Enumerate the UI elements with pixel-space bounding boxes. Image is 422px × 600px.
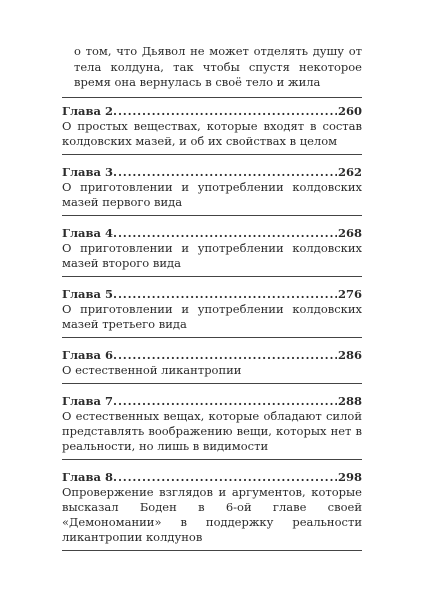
toc-entry-heading	[62, 470, 362, 485]
leader-dots	[118, 348, 337, 363]
toc-entry-chapter-2	[62, 97, 362, 155]
page-number: 298	[337, 469, 362, 484]
chapter-description: О простых веществах, которые входят в состав колдовских мазей, и об их свойствах в целом	[62, 118, 362, 148]
chapter-description: Опровержение взглядов и аргументов, которые высказал Боден в 6-ой главе своей «Демономании» в поддержку реальности ликантропии колдунов	[62, 484, 362, 544]
leader-dots	[118, 226, 337, 241]
toc-entry-heading	[62, 226, 362, 241]
chapter-description: О естественной ликантропии	[62, 362, 242, 377]
toc-entry-chapter-8	[62, 470, 362, 551]
chapter-label: Глава 5.	[62, 286, 117, 301]
leader-dots	[118, 104, 337, 119]
chapter-description: О приготовлении и употреблении колдовских мазей первого вида	[62, 179, 362, 209]
chapter-label: Глава 2.	[62, 103, 117, 118]
toc-entry-heading	[62, 394, 362, 409]
continuation-text: о том, что Дьявол не может отделять душу от тела колдуна, так чтобы спустя некоторое время она вернулась в своё тело и жила	[74, 44, 362, 89]
leader-dots	[118, 470, 337, 485]
chapter-label: Глава 3.	[62, 164, 117, 179]
toc-entry-chapter-6	[62, 348, 362, 384]
leader-dots	[118, 165, 337, 180]
page-number: 286	[337, 347, 362, 362]
chapter-label: Глава 6.	[62, 347, 117, 362]
leader-dots	[118, 394, 337, 409]
toc-entry-heading	[62, 165, 362, 180]
table-of-contents	[62, 44, 362, 551]
page-number: 262	[337, 164, 362, 179]
toc-entry-chapter-3	[62, 165, 362, 216]
toc-entry-chapter-4	[62, 226, 362, 277]
chapter-label: Глава 7.	[62, 393, 117, 408]
page-number: 268	[337, 225, 362, 240]
toc-entry-chapter-5	[62, 287, 362, 338]
leader-dots	[118, 287, 337, 302]
toc-entry-heading	[62, 348, 362, 363]
chapter-description: О приготовлении и употреблении колдовских мазей второго вида	[62, 240, 362, 270]
chapter-description: О естественных вещах, которые обладают силой представлять воображению вещи, которых нет в реальности, но лишь в видимости	[62, 408, 362, 453]
chapter-description: О приготовлении и употреблении колдовских мазей третьего вида	[62, 301, 362, 331]
toc-entry-heading	[62, 287, 362, 302]
page-number: 276	[337, 286, 362, 301]
page-number: 260	[337, 103, 362, 118]
toc-entry-heading	[62, 104, 362, 119]
chapter-label: Глава 8.	[62, 469, 117, 484]
chapter-label: Глава 4.	[62, 225, 117, 240]
toc-entry-chapter-7	[62, 394, 362, 460]
page-number: 288	[337, 393, 362, 408]
